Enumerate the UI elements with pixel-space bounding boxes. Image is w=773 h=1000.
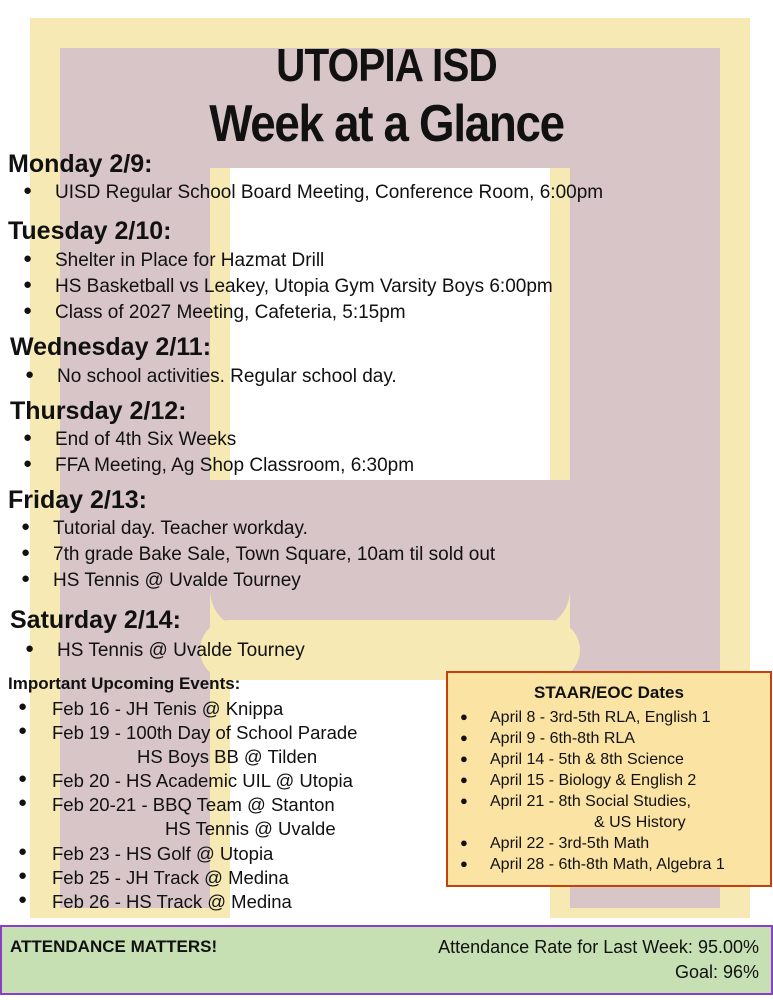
bullet-icon: ● xyxy=(460,751,468,766)
bullet-icon: ● xyxy=(23,429,33,446)
list-item: ● April 8 - 3rd-5th RLA, English 1 xyxy=(460,709,711,726)
bullet-icon: ● xyxy=(25,640,35,657)
bullet-icon: ● xyxy=(18,794,28,811)
list-item: ● April 15 - Biology & English 2 xyxy=(460,772,697,789)
bullet-icon: ● xyxy=(18,698,28,715)
list-item: ● Tutorial day. Teacher workday. xyxy=(21,518,308,539)
day-heading-thursday: Thursday 2/12: xyxy=(10,397,187,425)
list-item: ● April 28 - 6th-8th Math, Algebra 1 xyxy=(460,856,725,873)
bullet-icon: ● xyxy=(460,730,468,745)
list-item: ● Shelter in Place for Hazmat Drill xyxy=(23,250,325,271)
list-item: ● Feb 20 - HS Academic UIL @ Utopia xyxy=(18,770,353,791)
bullet-icon: ● xyxy=(18,867,28,884)
title-district: UTOPIA ISD xyxy=(276,39,497,91)
list-item: ● April 14 - 5th & 8th Science xyxy=(460,751,684,768)
bullet-icon: ● xyxy=(23,250,33,267)
day-heading-saturday: Saturday 2/14: xyxy=(10,606,181,634)
list-item: ● 7th grade Bake Sale, Town Square, 10am til sold out xyxy=(21,544,496,565)
bullet-icon: ● xyxy=(25,366,35,383)
bullet-icon: ● xyxy=(460,709,468,724)
list-item: ● Feb 23 - HS Golf @ Utopia xyxy=(18,843,274,864)
list-item: ● HS Tennis @ Uvalde Tourney xyxy=(21,570,301,591)
attendance-label: ATTENDANCE MATTERS! xyxy=(10,937,218,956)
bullet-icon: ● xyxy=(460,793,468,808)
list-item: ● End of 4th Six Weeks xyxy=(23,429,237,450)
list-item: ● Feb 20-21 - BBQ Team @ Stanton xyxy=(18,794,335,815)
list-item: ● No school activities. Regular school day. xyxy=(25,366,397,387)
day-heading-monday: Monday 2/9: xyxy=(8,150,153,178)
list-item-continuation: & US History xyxy=(594,814,686,831)
attendance-banner xyxy=(0,925,773,995)
bullet-icon: ● xyxy=(460,835,468,850)
day-heading-tuesday: Tuesday 2/10: xyxy=(8,217,172,245)
upcoming-events-title: Important Upcoming Events: xyxy=(8,674,241,693)
list-item: ● Feb 16 - JH Tenis @ Knippa xyxy=(18,698,284,719)
bullet-icon: ● xyxy=(460,772,468,787)
staar-title: STAAR/EOC Dates xyxy=(534,683,684,702)
list-item: ● HS Tennis @ Uvalde Tourney xyxy=(25,640,305,661)
list-item-continuation: HS Boys BB @ Tilden xyxy=(137,746,318,767)
bullet-icon: ● xyxy=(18,722,28,739)
title-week-at-a-glance: Week at a Glance xyxy=(209,95,564,153)
bullet-icon: ● xyxy=(23,455,33,472)
bullet-icon: ● xyxy=(23,302,33,319)
list-item: ● April 22 - 3rd-5th Math xyxy=(460,835,650,852)
attendance-rate: Attendance Rate for Last Week: 95.00% xyxy=(438,937,759,957)
list-item: ● Feb 26 - HS Track @ Medina xyxy=(18,891,292,912)
bullet-icon: ● xyxy=(23,182,33,199)
bullet-icon: ● xyxy=(21,544,31,561)
bullet-icon: ● xyxy=(18,843,28,860)
bullet-icon: ● xyxy=(18,891,28,908)
list-item: ● UISD Regular School Board Meeting, Conference Room, 6:00pm xyxy=(23,182,604,203)
bullet-icon: ● xyxy=(21,518,31,535)
list-item: ● Class of 2027 Meeting, Cafeteria, 5:15pm xyxy=(23,302,406,323)
list-item: ● FFA Meeting, Ag Shop Classroom, 6:30pm xyxy=(23,455,415,476)
attendance-goal: Goal: 96% xyxy=(674,962,759,982)
list-item: ● Feb 25 - JH Track @ Medina xyxy=(18,867,289,888)
list-item-continuation: HS Tennis @ Uvalde xyxy=(165,818,336,839)
day-heading-wednesday: Wednesday 2/11: xyxy=(10,333,212,361)
list-item: ● April 21 - 8th Social Studies, xyxy=(460,793,691,810)
bullet-icon: ● xyxy=(23,276,33,293)
list-item: ● Feb 19 - 100th Day of School Parade xyxy=(18,722,358,743)
bullet-icon: ● xyxy=(18,770,28,787)
staar-dates-box xyxy=(446,671,772,887)
bullet-icon: ● xyxy=(460,856,468,871)
day-heading-friday: Friday 2/13: xyxy=(8,486,147,514)
list-item: ● HS Basketball vs Leakey, Utopia Gym Varsity Boys 6:00pm xyxy=(23,276,553,297)
bullet-icon: ● xyxy=(21,570,31,587)
list-item: ● April 9 - 6th-8th RLA xyxy=(460,730,635,747)
